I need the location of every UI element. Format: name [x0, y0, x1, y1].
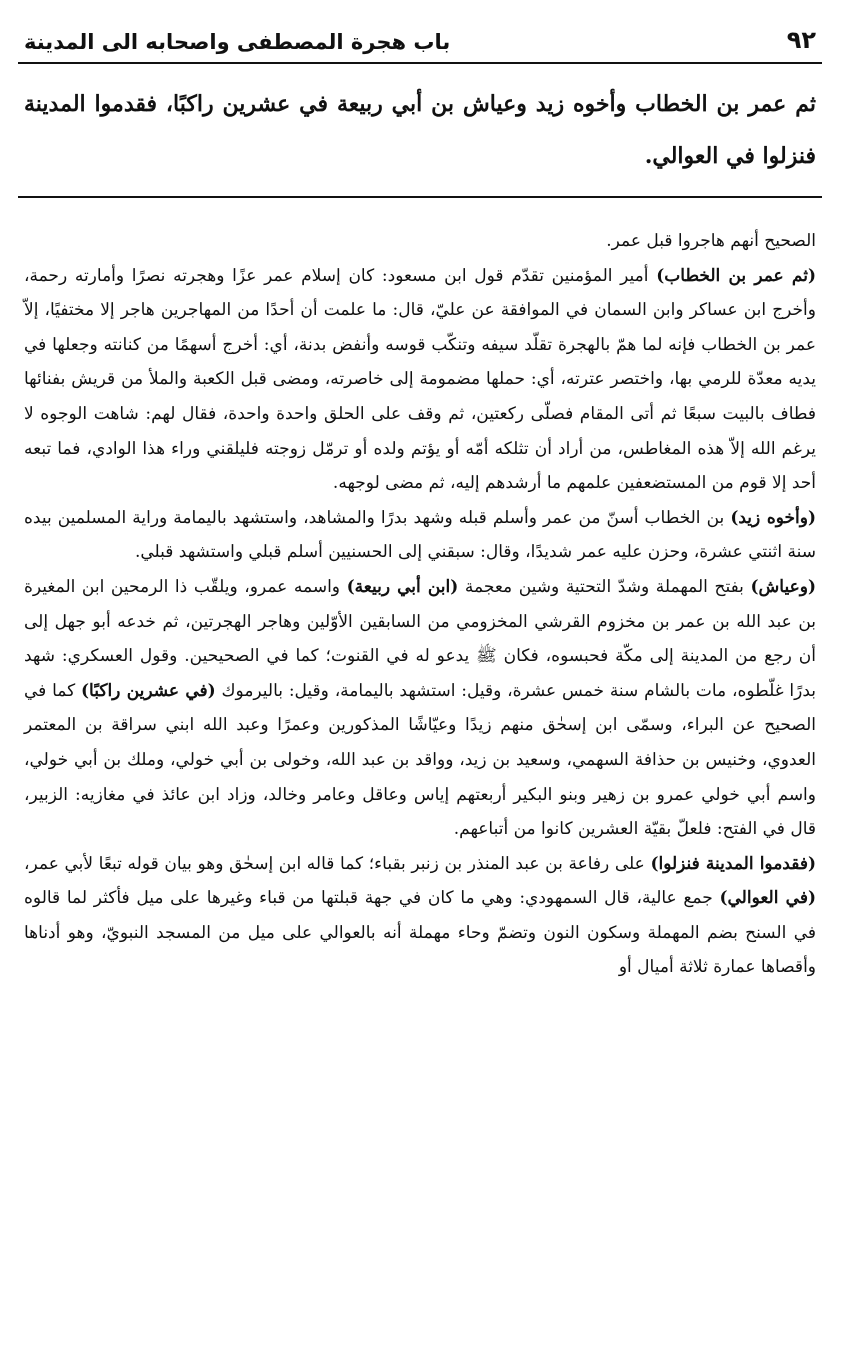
main-text: ثم عمر بن الخطاب وأخوه زيد وعياش بن أبي ربيعة في عشرين راكبًا، فقدموا المدينة فنزلوا في العوالي. [24, 91, 816, 169]
lemma-heading: (في العوالي) [719, 888, 816, 909]
paragraph-text: واسمه عمرو، ويلقّب ذا الرمحين ابن المغيرة بن عبد الله بن عمر بن مخزوم القرشي المخزومي من السابقين الأوّلين وهاجر الهجرتين، ثم خدعه أبو جهل إلى أن رجع من المدينة إلى مكّة فحبسوه، فكان ﷺ يدعو له في القنوت؛ كما في الصحيحين. وقول العسكري: شهد بدرًا غلّطوه، مات بالشام سنة خمس عشرة، وقيل: استشهد باليمامة، وقيل: باليرموك [24, 576, 816, 701]
lemma-heading: (وعياش) [750, 576, 817, 597]
commentary-paragraph [24, 501, 816, 570]
paragraph-text: على رفاعة بن عبد المنذر بن زنبر بقباء؛ كما قاله ابن إسحٰق وهو بيان قوله تبعًا لأبي عمر، [24, 853, 651, 874]
paragraph-text: جمع عالية، قال السمهودي: وهي ما كان في جهة قبلتها من قباء وغيرها على ميل فأكثر لما قالوه في السنح بضم المهملة وسكون النون وتضمّ وحاء مهملة أنه بالعوالي على ميل من المسجد النبويّ، وهو أدناها وأقصاها عمارة ثلاثة أميال أو [24, 888, 816, 978]
paragraph-text: الصحيح أنهم هاجروا قبل عمر. [606, 231, 816, 251]
commentary-paragraph [24, 570, 816, 847]
commentary-paragraph [24, 847, 816, 985]
lemma-heading: (في عشرين راكبًا) [81, 680, 216, 701]
page-number: ٩٢ [786, 26, 816, 54]
paragraph-text: بفتح المهملة وشدّ التحتية وشين معجمة [458, 576, 751, 597]
book-page [18, 26, 822, 985]
paragraph-text: بن الخطاب أسنّ من عمر وأسلم قبله وشهد بدرًا والمشاهد، واستشهد باليمامة وراية المسلمين بيده سنة اثنتي عشرة، وحزن عليه عمر شديدًا، وقال: سبقني إلى الحسنيين أسلم قبلي واستشهد قبلي. [24, 507, 816, 563]
lemma-heading: (ابن أبي ربيعة) [346, 576, 459, 597]
commentary-paragraph [24, 259, 816, 501]
page-header [18, 26, 822, 64]
paragraph-text: كما في الصحيح عن البراء، وسمّى ابن إسحٰق منهم زيدًا وعيّاشًا المذكورين وعمرًا وعبد الله ابني سراقة بن المعتمر العدوي، وخنيس بن حذافة السهمي، وسعيد بن زيد، وواقد بن عبد الله، وخولى بن أبي خولي، وملك بن أبي خولي، واسم أبي خولي عمرو بن زهير وبنو البكير أربعتهم إياس وعاقل وعامر وخالد، وزاد ابن عائذ في مغازيه: الزبير، قال في الفتح: فلعلّ بقيّة العشرين كانوا من أتباعهم. [24, 680, 816, 840]
chapter-title: باب هجرة المصطفى واصحابه الى المدينة [24, 30, 451, 54]
commentary [18, 198, 822, 985]
paragraph-text: أمير المؤمنين تقدّم قول ابن مسعود: كان إسلام عمر عزًا وهجرته نصرًا وأمارته رحمة، وأخرج ابن عساكر وابن السمان في الموافقة عن عليّ، قال: ما علمت أن أحدًا من المهاجرين هاجر إلا مختفيًا، إلاّ عمر بن الخطاب فإنه لما همّ بالهجرة تقلّد سيفه وتنكّب قوسه وأنفض بدنة، أي: أخرج أسهمًا من كنانته وجعلها في يديه معدّة للرمي بها، واختصر عترته، أي: حملها مضمومة إلى خاصرته، ومضى قبل الكعبة والملأ من قريش بفنائها فطاف بالبيت سبعًا ثم أتى المقام فصلّى ركعتين، ثم وقف على الحلق واحدة واحدة، فقال لهم: شاهت الوجوه لا يرغم الله إلاّ هذه المغاطس، من أراد أن تثلكه أمّه أو يؤتم ولده أو ترمّل زوجته فليلقني وراء هذا الوادي، فما تبعه أحد إلا قوم من المستضعفين علمهم ما أرشدهم إليه، ثم مضى لوجهه. [24, 265, 816, 494]
lemma-heading: (وأخوه زيد) [730, 507, 817, 528]
commentary-paragraph [24, 224, 816, 259]
lemma-heading: (فقدموا المدينة فنزلوا) [650, 853, 816, 874]
lemma-heading: (ثم عمر بن الخطاب) [656, 265, 817, 286]
